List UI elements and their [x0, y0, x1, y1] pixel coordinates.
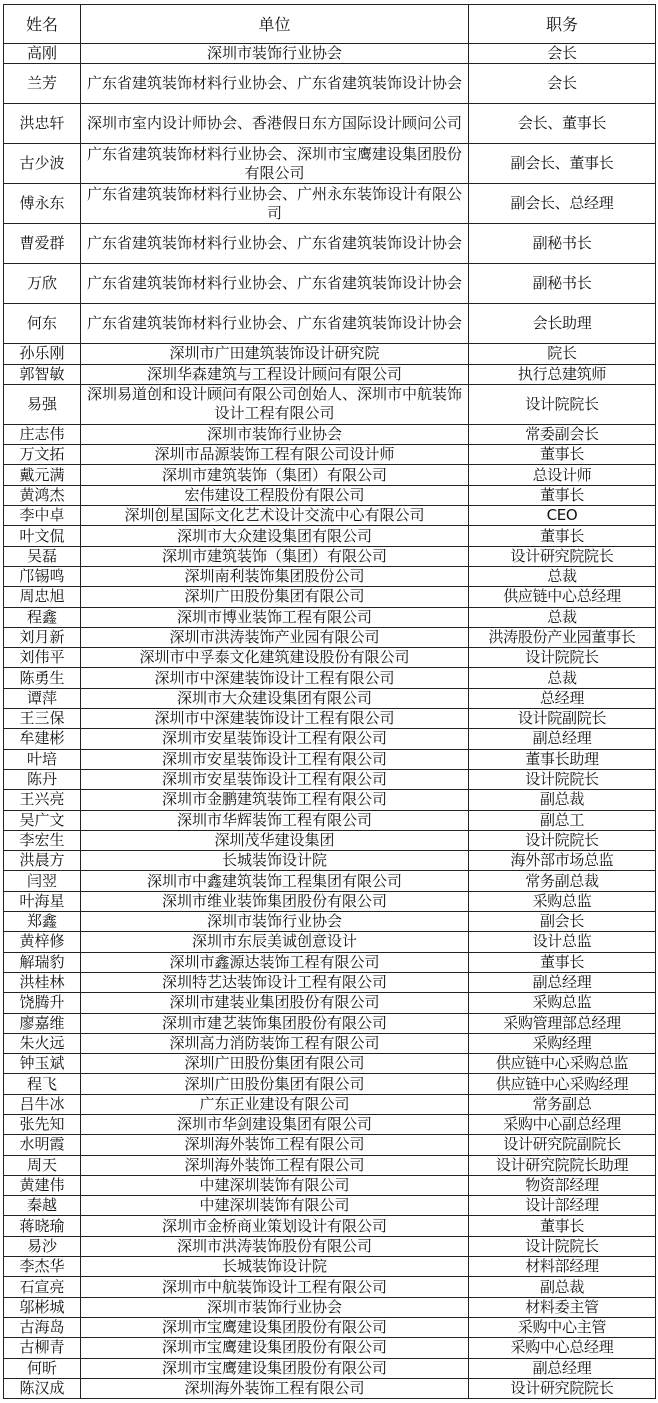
cell-name: 李杰华 [4, 1257, 81, 1277]
cell-role: 设计部经理 [469, 1196, 656, 1216]
member-table [3, 4, 656, 1399]
cell-unit: 深圳市东辰美诚创意设计 [81, 932, 469, 952]
cell-role: 供应链中心采购经理 [469, 1074, 656, 1094]
cell-unit: 深圳市洪涛装饰股份有限公司 [81, 1236, 469, 1256]
cell-unit: 深圳高力消防装饰工程有限公司 [81, 1033, 469, 1053]
cell-unit: 深圳市安星装饰设计工程有限公司 [81, 769, 469, 789]
cell-name: 廖嘉维 [4, 1013, 81, 1033]
cell-unit: 深圳海外装饰工程有限公司 [81, 1155, 469, 1175]
cell-unit: 深圳市华剑建设集团有限公司 [81, 1114, 469, 1134]
cell-unit: 深圳广田股份集团有限公司 [81, 1074, 469, 1094]
table-row [4, 424, 656, 444]
cell-name: 饶腾升 [4, 993, 81, 1013]
table-row [4, 932, 656, 952]
cell-unit: 深圳市博业装饰工程有限公司 [81, 607, 469, 627]
cell-role: 副会长 [469, 912, 656, 932]
cell-unit: 深圳特艺达装饰设计工程有限公司 [81, 972, 469, 992]
cell-name: 叶文侃 [4, 526, 81, 546]
table-row [4, 224, 656, 264]
cell-unit [81, 304, 469, 344]
table-row [4, 952, 656, 972]
cell-name: 水明霞 [4, 1135, 81, 1155]
cell-unit: 广东正业建设有限公司 [81, 1094, 469, 1114]
cell-unit: 深圳市建筑装饰（集团）有限公司 [81, 546, 469, 566]
cell-unit-text: 广东省建筑装饰材料行业协会、广州永东装饰设计有限公司 [86, 184, 462, 222]
table-body [4, 44, 656, 1399]
table-row [4, 1013, 656, 1033]
cell-unit: 宏伟建设工程股份有限公司 [81, 485, 469, 505]
cell-role: 副总经理 [469, 729, 656, 749]
cell-name: 万欣 [4, 264, 81, 304]
cell-unit: 深圳市宝鹰建设集团股份有限公司 [81, 1358, 469, 1378]
cell-name: 刘月新 [4, 627, 81, 647]
cell-unit: 深圳市中孚泰文化建筑建设股份有限公司 [81, 648, 469, 668]
table-row [4, 769, 656, 789]
cell-unit-text: 广东省建筑装饰材料行业协会、广东省建筑装饰设计协会 [86, 274, 462, 293]
cell-role: 供应链中心总经理 [469, 587, 656, 607]
cell-role: 副总裁 [469, 1277, 656, 1297]
cell-unit [81, 144, 469, 184]
cell-role: 会长 [469, 44, 656, 64]
cell-role: 常务副总 [469, 1094, 656, 1114]
table-row [4, 344, 656, 364]
cell-name: 郭智敏 [4, 364, 81, 384]
cell-role: 副会长、总经理 [469, 184, 656, 224]
cell-role: 总裁 [469, 566, 656, 586]
cell-role: 设计研究院院长 [469, 1378, 656, 1398]
cell-name: 朱火远 [4, 1033, 81, 1053]
cell-role: 副秘书长 [469, 224, 656, 264]
cell-name: 李宏生 [4, 830, 81, 850]
cell-name: 蒋晓瑜 [4, 1216, 81, 1236]
cell-name: 邝锡鸣 [4, 566, 81, 586]
cell-name: 傅永东 [4, 184, 81, 224]
table-row [4, 485, 656, 505]
table-row [4, 1175, 656, 1195]
table-row [4, 607, 656, 627]
cell-name: 何昕 [4, 1358, 81, 1378]
cell-role: 董事长 [469, 445, 656, 465]
table-row [4, 144, 656, 184]
cell-unit: 深圳茂华建设集团 [81, 830, 469, 850]
table-row [4, 44, 656, 64]
table-row [4, 445, 656, 465]
table-row [4, 1094, 656, 1114]
cell-name: 古海岛 [4, 1317, 81, 1337]
table-row [4, 566, 656, 586]
cell-name: 王兴亮 [4, 790, 81, 810]
cell-name: 易沙 [4, 1236, 81, 1256]
table-row [4, 546, 656, 566]
cell-role: 设计院院长 [469, 648, 656, 668]
cell-unit: 深圳广田股份集团有限公司 [81, 587, 469, 607]
cell-unit: 深圳市金桥商业策划设计有限公司 [81, 1216, 469, 1236]
cell-name: 陈汉成 [4, 1378, 81, 1398]
cell-name: 兰芳 [4, 64, 81, 104]
cell-unit: 深圳市中深建装饰设计工程有限公司 [81, 709, 469, 729]
table-row [4, 264, 656, 304]
table-row [4, 912, 656, 932]
cell-name: 易强 [4, 384, 81, 424]
cell-name: 陈勇生 [4, 668, 81, 688]
table-row [4, 1338, 656, 1358]
table-header-row [4, 5, 656, 44]
table-row [4, 384, 656, 424]
cell-unit-text: 广东省建筑装饰材料行业协会、广东省建筑装饰设计协会 [86, 234, 462, 253]
cell-name: 周忠旭 [4, 587, 81, 607]
cell-name: 古柳青 [4, 1338, 81, 1358]
cell-role: 董事长助理 [469, 749, 656, 769]
cell-role: 设计院院长 [469, 1236, 656, 1256]
cell-unit-text: 广东省建筑装饰材料行业协会、深圳市宝鹰建设集团股份有限公司 [86, 144, 462, 182]
cell-unit-text: 广东省建筑装饰材料行业协会、广东省建筑装饰设计协会 [86, 314, 462, 333]
cell-name: 吴广文 [4, 810, 81, 830]
table-row [4, 1074, 656, 1094]
cell-unit: 深圳市装饰行业协会 [81, 424, 469, 444]
cell-role: 采购管理部总经理 [469, 1013, 656, 1033]
cell-name: 庄志伟 [4, 424, 81, 444]
cell-role: 董事长 [469, 1216, 656, 1236]
cell-unit: 深圳市安星装饰设计工程有限公司 [81, 749, 469, 769]
cell-name: 程飞 [4, 1074, 81, 1094]
cell-unit: 深圳市大众建设集团有限公司 [81, 526, 469, 546]
cell-name: 吕牛冰 [4, 1094, 81, 1114]
cell-role: 副总工 [469, 810, 656, 830]
cell-role: 会长、董事长 [469, 104, 656, 144]
cell-name: 解瑞豹 [4, 952, 81, 972]
cell-unit: 深圳市鑫源达装饰工程有限公司 [81, 952, 469, 972]
cell-name: 曹爱群 [4, 224, 81, 264]
cell-unit: 中建深圳装饰有限公司 [81, 1196, 469, 1216]
cell-role: 设计院院长 [469, 769, 656, 789]
table-row [4, 587, 656, 607]
cell-name: 戴元满 [4, 465, 81, 485]
cell-role: 常委副会长 [469, 424, 656, 444]
cell-unit: 深圳海外装饰工程有限公司 [81, 1378, 469, 1398]
cell-name: 张先知 [4, 1114, 81, 1134]
cell-role: 物资部经理 [469, 1175, 656, 1195]
cell-role: 副总经理 [469, 1358, 656, 1378]
cell-name: 洪忠轩 [4, 104, 81, 144]
table-row [4, 184, 656, 224]
cell-unit: 深圳华森建筑与工程设计顾问有限公司 [81, 364, 469, 384]
cell-role: 总经理 [469, 688, 656, 708]
table-row [4, 64, 656, 104]
cell-name: 叶海星 [4, 891, 81, 911]
cell-role: 院长 [469, 344, 656, 364]
cell-name: 刘伟平 [4, 648, 81, 668]
cell-role: 采购经理 [469, 1033, 656, 1053]
cell-role: 供应链中心采购总监 [469, 1054, 656, 1074]
table-row [4, 688, 656, 708]
table-row [4, 364, 656, 384]
cell-name: 古少波 [4, 144, 81, 184]
cell-role: 副会长、董事长 [469, 144, 656, 184]
cell-unit: 深圳市建艺装饰集团股份有限公司 [81, 1013, 469, 1033]
table-row [4, 1033, 656, 1053]
table-row [4, 1114, 656, 1134]
cell-name: 洪晨方 [4, 851, 81, 871]
cell-name: 陈丹 [4, 769, 81, 789]
table-row [4, 104, 656, 144]
cell-unit: 深圳市建装业集团股份有限公司 [81, 993, 469, 1013]
table-row [4, 465, 656, 485]
table-row [4, 851, 656, 871]
cell-name: 黄梓修 [4, 932, 81, 952]
cell-name: 孙乐刚 [4, 344, 81, 364]
cell-role: 海外部市场总监 [469, 851, 656, 871]
cell-name: 钟玉斌 [4, 1054, 81, 1074]
table-row [4, 790, 656, 810]
cell-name: 闫翌 [4, 871, 81, 891]
cell-name: 黄鸿杰 [4, 485, 81, 505]
table-row [4, 709, 656, 729]
cell-role: 总裁 [469, 607, 656, 627]
cell-role: 采购中心副总经理 [469, 1114, 656, 1134]
table-row [4, 1216, 656, 1236]
cell-unit: 深圳市维业装饰集团股份有限公司 [81, 891, 469, 911]
table-row [4, 1297, 656, 1317]
table-row [4, 891, 656, 911]
cell-unit [81, 184, 469, 224]
table-row [4, 871, 656, 891]
table-row [4, 749, 656, 769]
table-row [4, 304, 656, 344]
cell-role: 设计总监 [469, 932, 656, 952]
table-row [4, 1155, 656, 1175]
table-row [4, 1135, 656, 1155]
table-row [4, 1277, 656, 1297]
cell-role: 董事长 [469, 952, 656, 972]
cell-unit: 深圳市金鹏建筑装饰工程有限公司 [81, 790, 469, 810]
cell-name: 谭萍 [4, 688, 81, 708]
cell-name: 秦越 [4, 1196, 81, 1216]
cell-unit: 深圳市中航装饰设计工程有限公司 [81, 1277, 469, 1297]
cell-role: 董事长 [469, 526, 656, 546]
table-row [4, 972, 656, 992]
cell-name: 黄建伟 [4, 1175, 81, 1195]
cell-role: 设计院副院长 [469, 709, 656, 729]
cell-role: 设计院院长 [469, 384, 656, 424]
cell-role: 会长 [469, 64, 656, 104]
cell-role: 采购总监 [469, 891, 656, 911]
cell-unit: 深圳市品源装饰工程有限公司设计师 [81, 445, 469, 465]
cell-name: 李中卓 [4, 506, 81, 526]
table-row [4, 1257, 656, 1277]
cell-name: 王三保 [4, 709, 81, 729]
table-row [4, 1236, 656, 1256]
cell-unit: 深圳市建筑装饰（集团）有限公司 [81, 465, 469, 485]
cell-unit [81, 224, 469, 264]
cell-name: 吴磊 [4, 546, 81, 566]
cell-role: 董事长 [469, 485, 656, 505]
cell-unit [81, 264, 469, 304]
cell-role: 材料部经理 [469, 1257, 656, 1277]
cell-role: 采购中心主管 [469, 1317, 656, 1337]
table-row [4, 729, 656, 749]
cell-unit: 长城装饰设计院 [81, 851, 469, 871]
cell-name: 郑鑫 [4, 912, 81, 932]
table-row [4, 830, 656, 850]
header-name: 姓名 [4, 5, 81, 44]
cell-role: 常务副总裁 [469, 871, 656, 891]
cell-name: 程鑫 [4, 607, 81, 627]
cell-role: 副总裁 [469, 790, 656, 810]
cell-role: 设计研究院院长助理 [469, 1155, 656, 1175]
cell-name: 何东 [4, 304, 81, 344]
table-row [4, 993, 656, 1013]
cell-name: 邬彬城 [4, 1297, 81, 1317]
cell-role: 洪涛股份产业园董事长 [469, 627, 656, 647]
cell-name: 周天 [4, 1155, 81, 1175]
cell-role: 采购总监 [469, 993, 656, 1013]
cell-unit: 深圳海外装饰工程有限公司 [81, 1135, 469, 1155]
cell-unit: 中建深圳装饰有限公司 [81, 1175, 469, 1195]
table-row [4, 1054, 656, 1074]
cell-role: 总设计师 [469, 465, 656, 485]
cell-unit: 深圳市洪涛装饰产业园有限公司 [81, 627, 469, 647]
table-row [4, 526, 656, 546]
cell-unit: 深圳市华辉装饰工程有限公司 [81, 810, 469, 830]
cell-unit: 深圳市宝鹰建设集团股份有限公司 [81, 1317, 469, 1337]
cell-role: CEO [469, 506, 656, 526]
cell-role: 会长助理 [469, 304, 656, 344]
cell-unit [81, 384, 469, 424]
cell-unit: 深圳市装饰行业协会 [81, 1297, 469, 1317]
cell-role: 副秘书长 [469, 264, 656, 304]
cell-role: 设计院院长 [469, 830, 656, 850]
table-row [4, 506, 656, 526]
cell-unit: 深圳市装饰行业协会 [81, 912, 469, 932]
cell-name: 石宣亮 [4, 1277, 81, 1297]
cell-role: 设计研究院院长 [469, 546, 656, 566]
cell-unit-text: 深圳易道创和设计顾问有限公司创始人、深圳市中航装饰设计工程有限公司 [86, 385, 462, 423]
cell-unit [81, 64, 469, 104]
cell-role: 材料委主管 [469, 1297, 656, 1317]
cell-unit: 深圳市安星装饰设计工程有限公司 [81, 729, 469, 749]
table-row [4, 1358, 656, 1378]
cell-name: 万文拓 [4, 445, 81, 465]
cell-role: 设计研究院副院长 [469, 1135, 656, 1155]
table-row [4, 1196, 656, 1216]
cell-role: 执行总建筑师 [469, 364, 656, 384]
header-role: 职务 [469, 5, 656, 44]
cell-unit: 深圳广田股份集团有限公司 [81, 1054, 469, 1074]
table-row [4, 810, 656, 830]
cell-role: 总裁 [469, 668, 656, 688]
header-unit: 单位 [81, 5, 469, 44]
cell-role: 采购中心总经理 [469, 1338, 656, 1358]
cell-unit: 深圳创星国际文化艺术设计交流中心有限公司 [81, 506, 469, 526]
table-row [4, 648, 656, 668]
cell-unit: 深圳南利装饰集团股份公司 [81, 566, 469, 586]
cell-name: 牟建彬 [4, 729, 81, 749]
cell-name: 洪桂林 [4, 972, 81, 992]
cell-unit [81, 104, 469, 144]
cell-name: 高刚 [4, 44, 81, 64]
cell-unit: 深圳市大众建设集团有限公司 [81, 688, 469, 708]
cell-name: 叶培 [4, 749, 81, 769]
table-row [4, 1317, 656, 1337]
cell-unit: 深圳市中鑫建筑装饰工程集团有限公司 [81, 871, 469, 891]
cell-unit: 深圳市装饰行业协会 [81, 44, 469, 64]
cell-unit: 深圳市广田建筑装饰设计研究院 [81, 344, 469, 364]
table-row [4, 668, 656, 688]
cell-unit-text: 广东省建筑装饰材料行业协会、广东省建筑装饰设计协会 [86, 74, 462, 93]
cell-role: 副总经理 [469, 972, 656, 992]
table-row [4, 1378, 656, 1398]
cell-unit: 深圳市宝鹰建设集团股份有限公司 [81, 1338, 469, 1358]
cell-unit: 长城装饰设计院 [81, 1257, 469, 1277]
cell-unit: 深圳市中深建装饰设计工程有限公司 [81, 668, 469, 688]
cell-unit-text: 深圳市室内设计师协会、香港假日东方国际设计顾问公司 [86, 114, 462, 133]
table-row [4, 627, 656, 647]
